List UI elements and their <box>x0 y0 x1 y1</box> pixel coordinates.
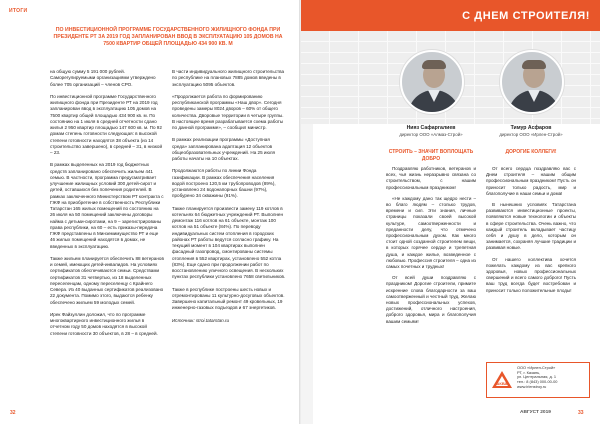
header-title: С ДНЕМ СТРОИТЕЛЯ! <box>462 10 590 22</box>
advertisement-contacts <box>517 366 587 390</box>
person-1-name: Нияз Сафаргалиев <box>406 125 456 131</box>
intro-lead: ПО ИНВЕСТИЦИОННОЙ ПРОГРАММЕ ГОСУДАРСТВЕННОГО ЖИЛИЩНОГО ФОНДА ПРИ ПРЕЗИДЕНТЕ РТ ЗА 2019 ГОД ЗАПЛАНИРОВАН ВВОД В ЭКСПЛУАТАЦИЮ 105 ДОМОВ НА 7500 КВАРТИР ОБЩЕЙ ПЛОЩАДЬЮ 434 900 КВ. М <box>53 27 283 48</box>
header-bar <box>301 0 600 31</box>
advertisement-box <box>486 362 590 398</box>
svg-text:АКВА: АКВА <box>496 381 508 386</box>
paragraph: на общую сумму 5 191 000 рублей. Саморегулируемыми организациями утверждено более 705 организаций – членов СРО. <box>50 69 156 87</box>
paragraph: Также в республике построены шесть новых и отремонтированы 11 культурно-досуговых объектов. Завершено капитальный ремонт 49 кровельных, 19 инженерно-газовых подъездов и 67 энергетиков. <box>172 286 285 311</box>
paragraph: В рамках выделенных на 2019 год бюджетных средств запланировано обеспечить жильем 441 семью. В частности, программа предусматривает улучшение жилищных условий 300 детей-сирот и детей, оставшихся без попечения родителей. В рамках заключенного Министерством РТ контракта с ГЖФ на приобретение в собственность Республики Татарстан 165 жилых помещений по состоянию на 26 июля на 50 помещений заключены договоры найма с детьми-сиротами, на 9 – зарегистрированы права республики, на 60 – есть приказы-передача ГЖФ представлены в Минземимущество РТ и еще 46 жилых помещений находятся в домах, не введенных в эксплуатацию. <box>50 162 164 249</box>
paragraph: Продолжаются работы по линии Фонда газификации. В рамках обеспечения населения водой построено 120,5 км трубопроводов (89%), установлено 24 водонапорных башни (97%), пробурено 34 скважины (91%). <box>172 168 276 199</box>
paragraph: Поздравляю работников, ветеранов и всех, чья жизнь неразрывно связана со строительством, с нашим профессиональным праздником! <box>386 166 476 190</box>
portrait-photo-2 <box>500 50 564 114</box>
source-credit: Источник: stroi.tatarstan.ru <box>172 317 230 323</box>
paragraph: Также планируется произвести замену 119 котлов в котельнях 64 бюджетных учреждений РТ. Выполнен демонтаж 116 котлов на 61 объекте, монтаж 100 котлов на 51 объекте (84%). По переводу индивидуальных систем отопления в городских районах РТ работы ведутся согласно графику. На текущий момент в 104 квартирах выполнен фасадный газопровод, смонтированы системы отопления в 552 квартирах, установлено 552 котла (83%). Еще сдано при продолжении работ по восстановлению уличного освещения. В нескольких пунктах республики установлено 7658 светильников. <box>172 205 286 280</box>
paragraph: В части индивидуального жилищного строительства по республике на плановых 7885 домов введены в эксплуатацию 5095 объектов. <box>172 69 285 87</box>
paragraph: По инвестиционной программе Государственного жилищного фонда при Президенте РТ на 2019 год запланирован ввод в эксплуатацию 105 домов на 7500 квартир общей площадью 434 900 кв. м. По состоянию на 1 июля в средней отчетности сдано жилья 2 950 квартир площадью 147 600 кв. м. По 92 домам степень готовности следующая: в высокой степени готовности находятся 38 объекта (из 14 строительство завершено), в средней – 31, в низкой – 23. <box>50 93 163 155</box>
person-1-role: директор ООО «Алмаз-Строй» <box>399 132 463 137</box>
left-column-1 <box>50 69 164 343</box>
person-2-role: директор ООО «Ирлен-Строй» <box>499 132 563 137</box>
greeting-headline-1: СТРОИТЬ – ЗНАЧИТ ВОПЛОЩАТЬ ДОБРО <box>388 149 474 162</box>
paragraph: В рамках реализации программы «Доступная среда» запланирована адаптация 12 объектов общеобразовательных учреждений. На 25 июля работы начаты на 10 объектах. <box>172 137 275 161</box>
paragraph: Также жильем планируется обеспечить 88 ветеранов и семей, имеющих детей-инвалидов. На условиях сертификатов обеспечиваются семьи. Средствами сертификатов 31 четвертью, из 18 выделенных переселенцам, одному переселенцу с Крайнего Севера. Из 40 выданных сертификатов реализовано 22 документа. Помимо этого, выдаются ребенку обеспечено жильем 59 молодых семей. <box>50 255 164 305</box>
page-number-right: 33 <box>578 410 584 416</box>
paragraph: «Продолжается работа по формированию республиканской программы «Наш двор». Сегодня проведены замеры 8024 дворов – 60% от общего количества. Дворовые территории в четыре группы. В настоящее время разрабатывается схема работы по данной программе», – сообщил министр. <box>172 93 284 130</box>
paragraph: От нашего коллектива хочется пожелать каждому из вас крепкого здоровья, новых профессиональных свершений и всего самого доброго! Пусть ваш труд всегда будет востребован и приносит только положительные плоды! <box>486 256 576 293</box>
paragraph: «Не каждому дано так щедро нести – во благо людям – столько трудов, времени и сил. Эти знания, личные страницы показали своей высокой культуре, самоотверженности и преданности делу, что отмечено профессиональным духом. Как много стоит одной созданной строителем вещи, в которых горячее сердце и трепетная душа, и каждое жилье, возведенное с любовью. Профессия строителя – одна из самых почетных и трудных! <box>386 195 476 270</box>
side-strip <box>301 124 313 424</box>
ad-line: РТ, г. Казань, <box>517 369 541 375</box>
greeting-text-2 <box>486 166 576 299</box>
person-2-name: Тимур Асфаров <box>510 125 552 131</box>
paragraph: Ирек Файзуллин доложил, что по программе многоквартирного инвестиционного жилья в отчетном году 50 домов находятся в высокой степени готовности 30 объектов, в 28 – в средней. <box>50 311 158 336</box>
paragraph: В нынешних условиях Татарстана развиваются инвестиционные проекты, появляются новые технологии и объекты в сфере строительства. Очень важно, что каждый строитель вкладывает частицу себя и душу в дело, которым он занимается, сохраняя лучшие традиции и развивая новые. <box>486 202 576 251</box>
greeting-text-1 <box>386 166 476 330</box>
left-column-2 <box>172 69 286 330</box>
ad-line: ул. Центральная, д. 1 <box>517 374 557 380</box>
company-logo-icon <box>491 370 513 390</box>
portrait-photo-1 <box>400 50 464 114</box>
greeting-headline-2: ДОРОГИЕ КОЛЛЕГИ! <box>505 149 557 155</box>
page-number-left: 32 <box>10 410 16 416</box>
ad-line: ООО «Ирлен-Строй» <box>517 365 556 370</box>
ad-line: www.irlenstroy.ru <box>517 383 547 389</box>
paragraph: От всей души поздравляю с праздником! Дорогие строители, примите искренние слова благодарности за ваш самоотверженный и честный труд. Желаю новых профессиональных успехов, достижений, отличного настроения, доброго здоровья, мира и благополучия вашим семьям! <box>386 275 476 324</box>
section-label: ИТОГИ <box>9 8 28 14</box>
ad-line: тел.: 8 (843) 000-00-00 <box>517 379 558 385</box>
paragraph: От всего сердца поздравляю вас с Днем строителя – нашим общим профессиональным праздником! Пусть он приносит только радость, мир и благополучие в наши семьи и дома! <box>486 166 576 196</box>
issue-date: АВГУСТ 2019 <box>520 410 551 415</box>
